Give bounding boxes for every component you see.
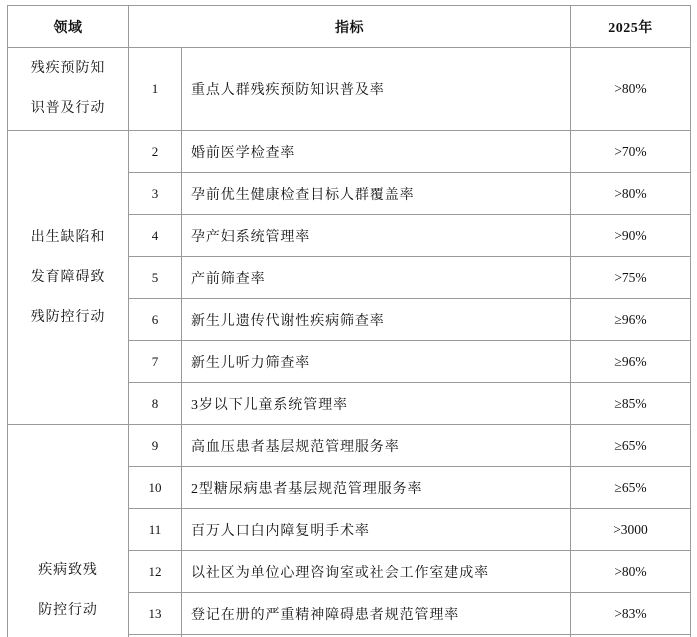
- indicator-number: 12: [129, 551, 182, 593]
- indicator-number: 7: [129, 341, 182, 383]
- header-indicator: 指标: [129, 6, 571, 48]
- target-value: ≥65%: [571, 425, 691, 467]
- target-value: ≥85%: [571, 383, 691, 425]
- header-domain: 领域: [8, 6, 129, 48]
- domain-label-line: 残防控行动: [30, 309, 106, 325]
- domain-label-line: 出生缺陷和: [30, 229, 106, 245]
- domain-label-line: 发育障碍致: [30, 269, 106, 285]
- indicator-number: 8: [129, 383, 182, 425]
- indicator-name: 孕产妇系统管理率: [182, 215, 571, 257]
- indicator-name: 重点人群残疾预防知识普及率: [182, 48, 571, 131]
- domain-label-line: 残疾预防知: [30, 61, 106, 76]
- target-value: ≥96%: [571, 299, 691, 341]
- target-value: >83%: [571, 593, 691, 635]
- indicator-name: 以社区为单位心理咨询室或社会工作室建成率: [182, 551, 571, 593]
- indicator-name: 孕前优生健康检查目标人群覆盖率: [182, 173, 571, 215]
- target-value: >80%: [571, 551, 691, 593]
- domain-cell-disease: [8, 425, 129, 637]
- indicator-name: 百万人口白内障复明手术率: [182, 509, 571, 551]
- indicator-number: 1: [129, 48, 182, 131]
- target-value: >80%: [571, 173, 691, 215]
- domain-cell-knowledge: [8, 48, 129, 131]
- target-value: ≥96%: [571, 341, 691, 383]
- indicator-number: 10: [129, 467, 182, 509]
- table-row: [8, 131, 691, 173]
- target-value: ≥65%: [571, 467, 691, 509]
- indicator-number: 11: [129, 509, 182, 551]
- indicator-name: 婚前医学检查率: [182, 131, 571, 173]
- indicator-number: 6: [129, 299, 182, 341]
- indicator-number: 5: [129, 257, 182, 299]
- indicator-name: 新生儿遗传代谢性疾病筛查率: [182, 299, 571, 341]
- indicator-name: 新生儿听力筛查率: [182, 341, 571, 383]
- indicator-name: 产前筛查率: [182, 257, 571, 299]
- target-value: >80%: [571, 48, 691, 131]
- indicator-name: 登记在册的严重精神障碍患者规范管理率: [182, 593, 571, 635]
- target-value: >90%: [571, 215, 691, 257]
- domain-label-line: 防控行动: [38, 603, 98, 618]
- header-target-2025: 2025年: [571, 6, 691, 48]
- indicator-number: 13: [129, 593, 182, 635]
- indicator-name: 3岁以下儿童系统管理率: [182, 383, 571, 425]
- target-value: >3000: [571, 509, 691, 551]
- domain-label-line: 疾病致残: [38, 563, 98, 578]
- indicator-name: 高血压患者基层规范管理服务率: [182, 425, 571, 467]
- header-row: [8, 6, 691, 48]
- indicator-number: 4: [129, 215, 182, 257]
- indicator-table: [7, 5, 691, 637]
- indicator-number: 9: [129, 425, 182, 467]
- indicator-number: 2: [129, 131, 182, 173]
- domain-label-line: 识普及行动: [30, 101, 106, 116]
- domain-cell-birth-defects: [8, 131, 129, 425]
- indicator-number: 3: [129, 173, 182, 215]
- table-row: [8, 425, 691, 467]
- table-row: [8, 48, 691, 131]
- target-value: >70%: [571, 131, 691, 173]
- target-value: >75%: [571, 257, 691, 299]
- indicator-name: 2型糖尿病患者基层规范管理服务率: [182, 467, 571, 509]
